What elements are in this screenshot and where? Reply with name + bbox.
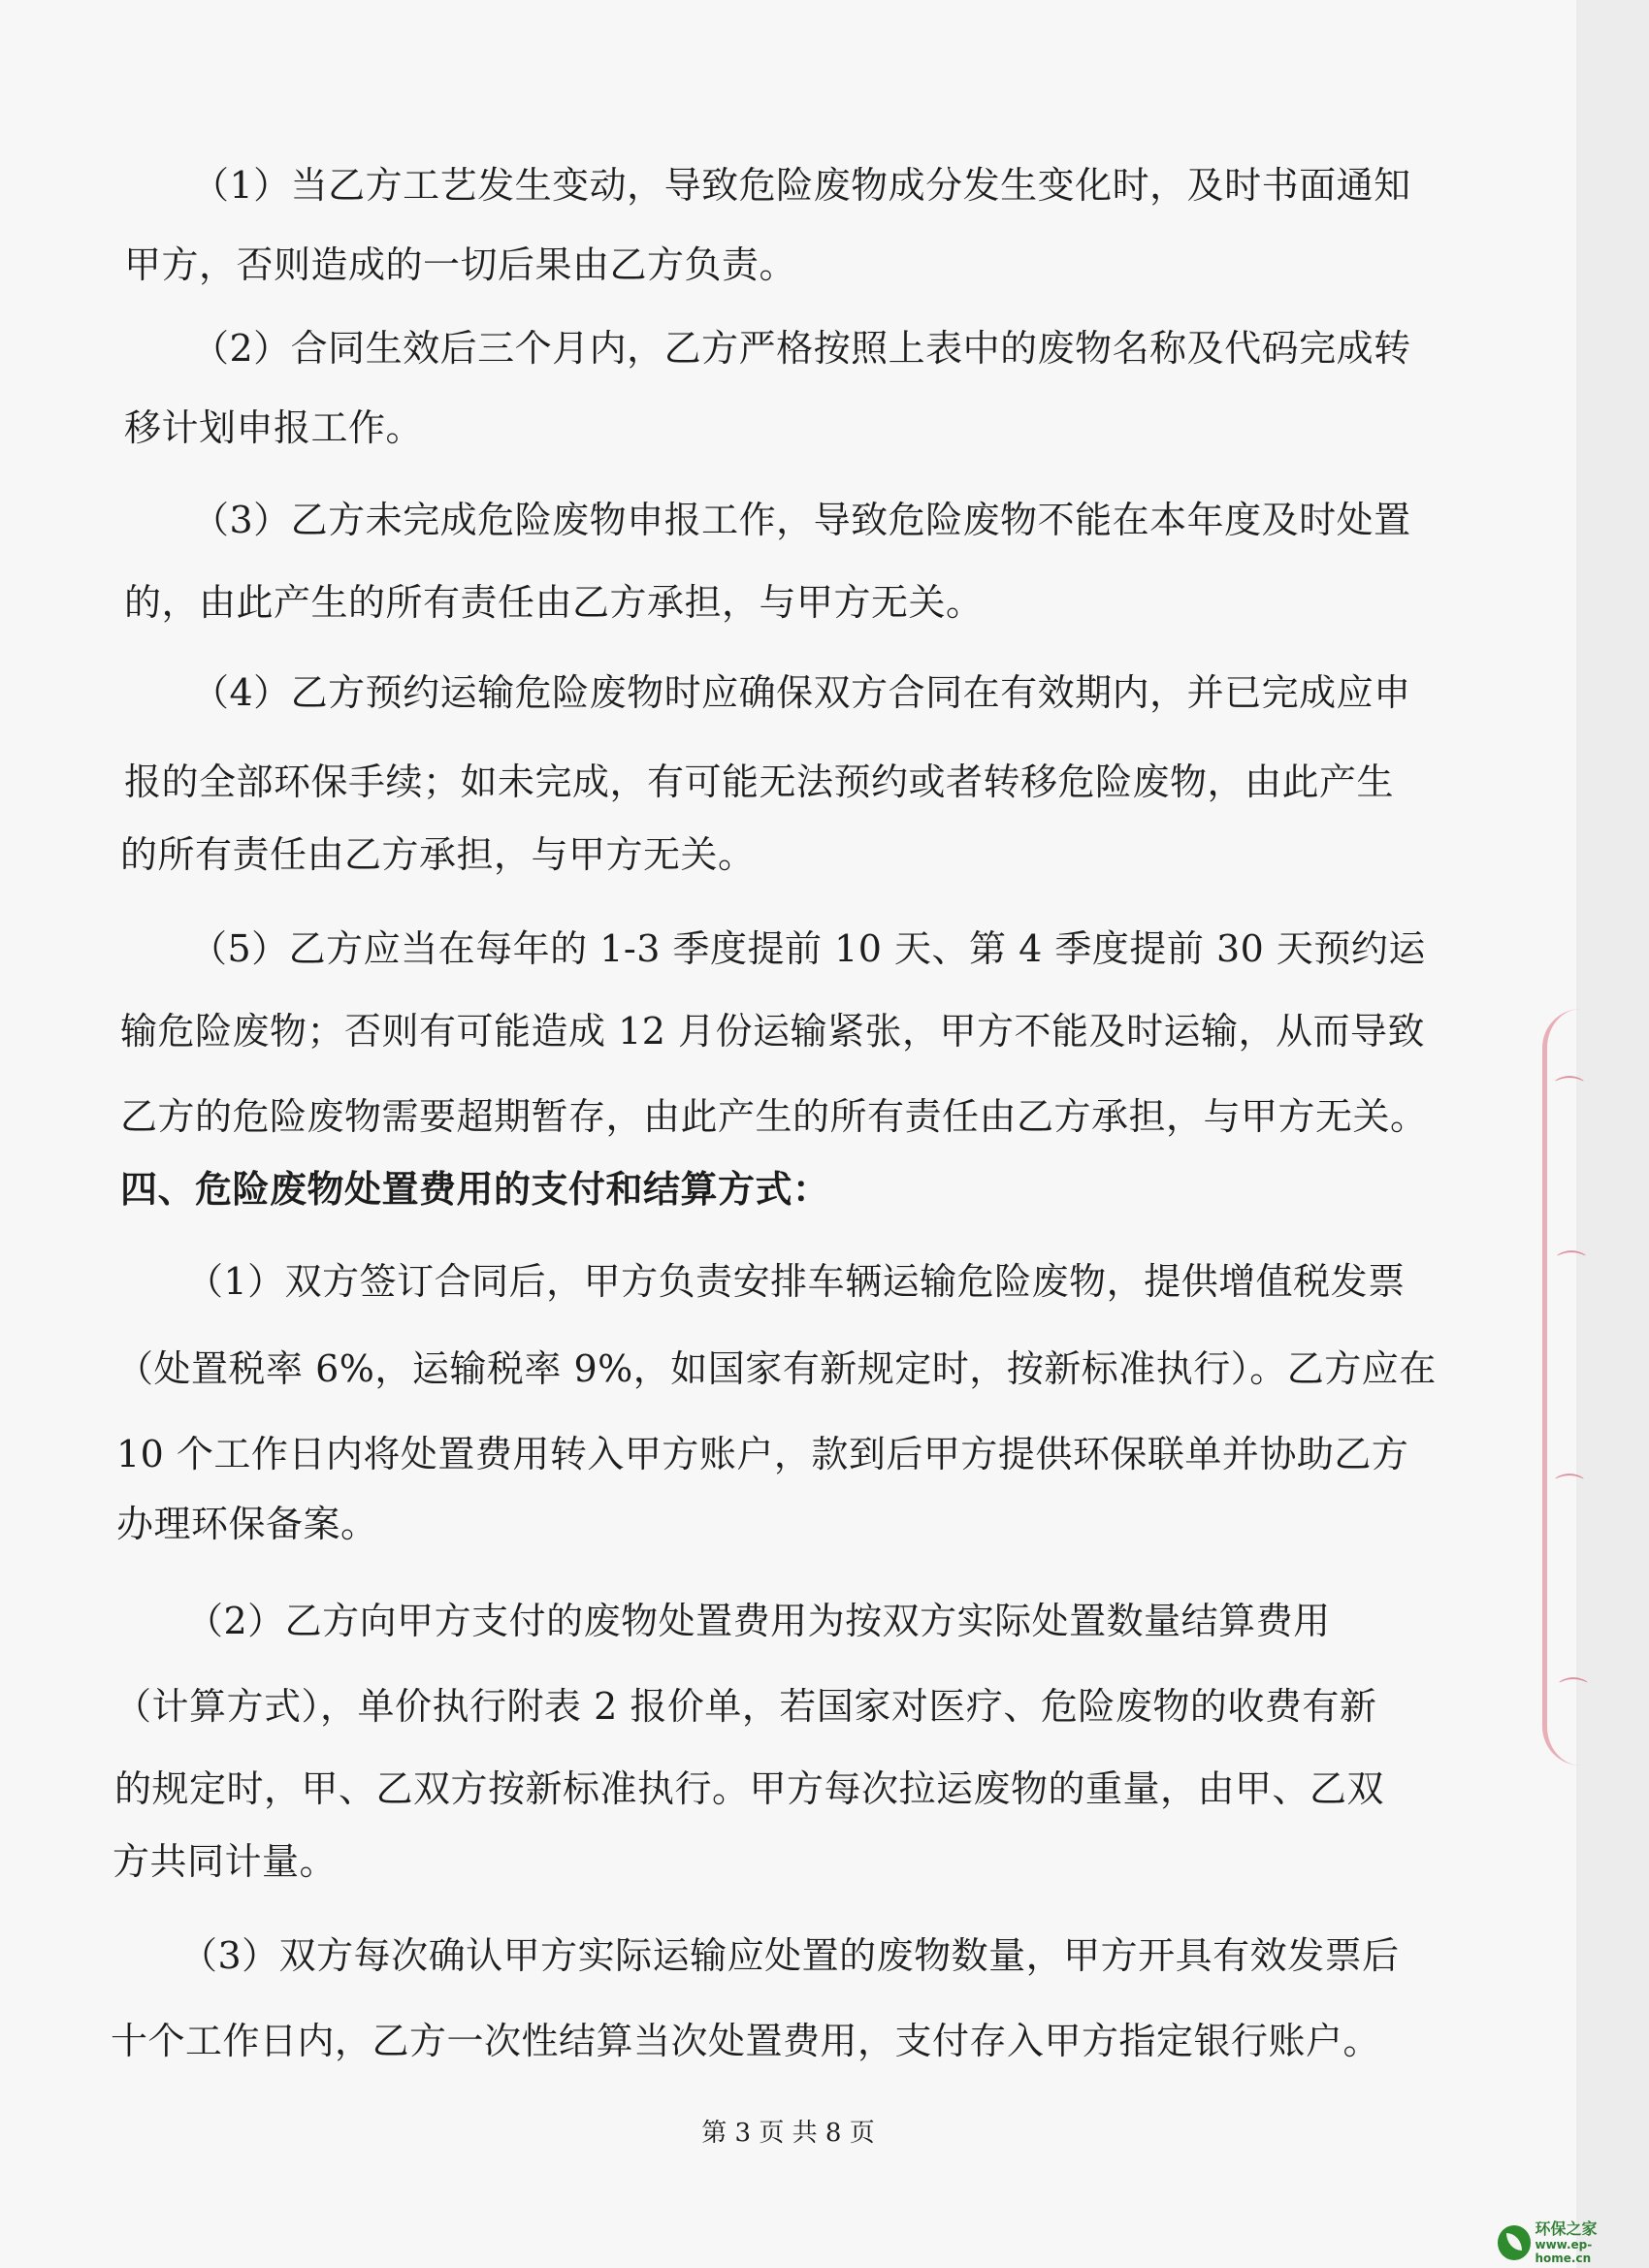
section-heading: 四、危险废物处置费用的支付和结算方式： — [120, 1167, 830, 1211]
text-line: （计算方式），单价执行附表 2 报价单，若国家对医疗、危险废物的收费有新 — [114, 1685, 1377, 1728]
text-line: 甲方，否则造成的一切后果由乙方负责。 — [124, 243, 797, 286]
text-line: 乙方的危险废物需要超期暂存，由此产生的所有责任由乙方承担，与甲方无关。 — [120, 1095, 1428, 1138]
leaf-icon — [1498, 2225, 1531, 2260]
text-line: 的规定时，甲、乙双方按新标准执行。甲方每次拉运废物的重量，由甲、乙双 — [114, 1767, 1385, 1810]
text-line: 办理环保备案。 — [116, 1503, 378, 1545]
text-line: 方共同计量。 — [113, 1840, 338, 1883]
text-line: 报的全部环保手续；如未完成，有可能无法预约或者转移危险废物，由此产生 — [124, 761, 1395, 803]
text-line: 移计划申报工作。 — [124, 406, 424, 449]
watermark-logo — [1498, 2221, 1643, 2264]
text-line: 10 个工作日内将处置费用转入甲方账户，款到后甲方提供环保联单并协助乙方 — [116, 1433, 1409, 1475]
text-line: （1）当乙方工艺发生变动，导致危险废物成分发生变化时，及时书面通知 — [192, 164, 1411, 207]
text-line: （4）乙方预约运输危险废物时应确保双方合同在有效期内，并已完成应申 — [192, 671, 1411, 714]
text-line: （2）合同生效后三个月内，乙方严格按照上表中的废物名称及代码完成转 — [192, 327, 1411, 370]
text-line: （2）乙方向甲方支付的废物处置费用为按双方实际处置数量结算费用 — [186, 1600, 1331, 1642]
page-number: 第 3 页 共 8 页 — [701, 2119, 875, 2148]
logo-text-block — [1535, 2220, 1643, 2265]
text-line: 的所有责任由乙方承担，与甲方无关。 — [120, 833, 756, 876]
text-line: 输危险废物；否则有可能造成 12 月份运输紧张，甲方不能及时运输，从而导致 — [120, 1010, 1426, 1053]
logo-url: www.ep-home.cn — [1535, 2238, 1593, 2265]
text-line: 的，由此产生的所有责任由乙方承担，与甲方无关。 — [124, 581, 984, 624]
text-line: （5）乙方应当在每年的 1-3 季度提前 10 天、第 4 季度提前 30 天预约运 — [190, 927, 1426, 970]
text-line: （3）双方每次确认甲方实际运输应处置的废物数量，甲方开具有效发票后 — [180, 1934, 1400, 1977]
text-line: 十个工作日内，乙方一次性结算当次处置费用，支付存入甲方指定银行账户。 — [111, 2020, 1381, 2062]
text-line: （1）双方签订合同后，甲方负责安排车辆运输危险废物，提供增值税发票 — [186, 1260, 1406, 1303]
logo-name: 环保之家 — [1535, 2219, 1598, 2238]
text-line: （处置税率 6%，运输税率 9%，如国家有新规定时，按新标准执行）。乙方应在 — [116, 1347, 1437, 1390]
seal-stamp-fragment: ⌒ ⌒ ⌒ ⌒ — [1542, 1009, 1615, 1766]
text-line: （3）乙方未完成危险废物申报工作，导致危险废物不能在本年度及时处置 — [192, 499, 1411, 541]
